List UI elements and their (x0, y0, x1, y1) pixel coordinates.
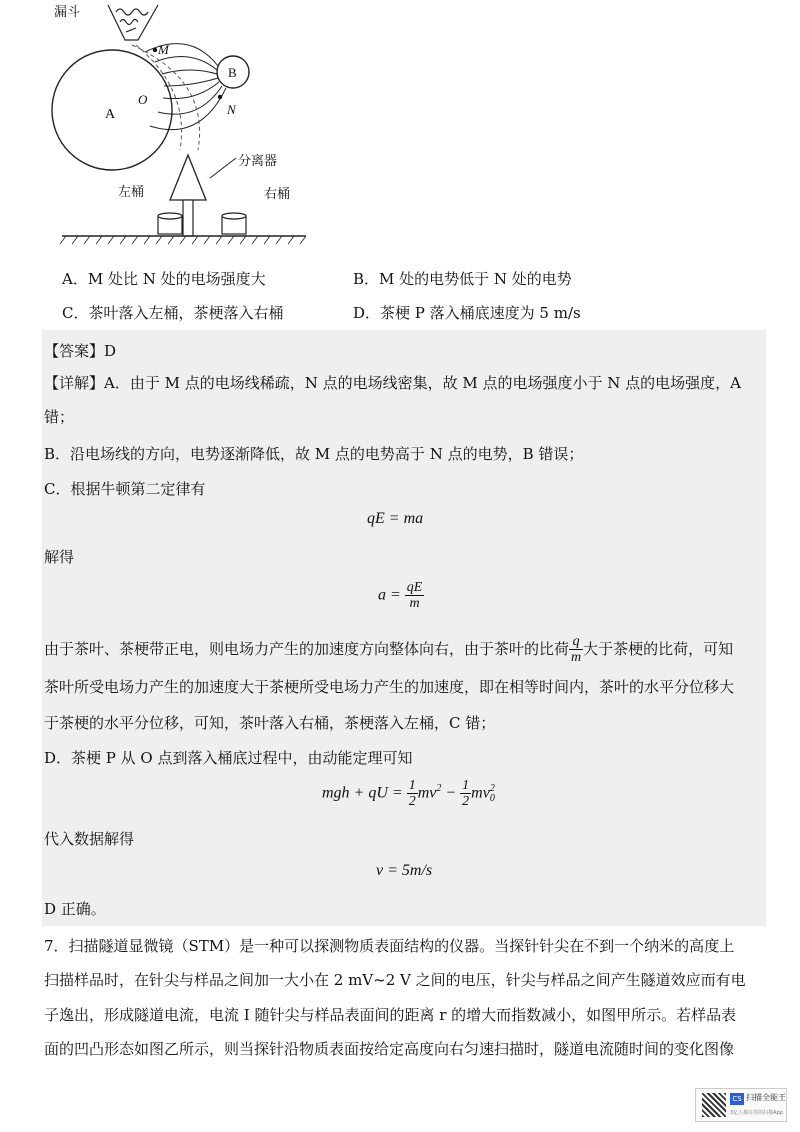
term-mv: mv (417, 784, 437, 802)
charge-mass-ratio (569, 634, 583, 666)
label-n: N (227, 102, 236, 117)
term-mv0: mv (471, 784, 490, 802)
question-7-line: 面的凹凸形态如图乙所示，则当探针沿物质表面按给定高度向右匀速扫描时，隧道电流随时间的变化图像 (44, 1040, 735, 1058)
fraction (405, 580, 425, 612)
question-7-line: 扫描样品时，在针尖与样品之间加一大小在 2 mV~2 V 之间的电压，针尖与样品之间产生隧道效应而有电 (44, 971, 746, 989)
sup-sub (490, 784, 495, 804)
explanation-line (44, 634, 733, 666)
qr-code-icon (702, 1093, 726, 1117)
explanation-line: 代入数据解得 (44, 830, 135, 848)
question-7-line: 子逸出，形成隧道电流，电流 I 随针尖与样品表面间的距离 r 的增大而指数减小，如图甲所示。若样品表 (44, 1006, 737, 1024)
equation-lhs: a = (378, 586, 401, 604)
fraction-half (407, 778, 418, 810)
ground-hatch (60, 236, 306, 244)
explanation-line: D．茶梗 P 从 O 点到落入桶底过程中，由动能定理可知 (44, 749, 413, 767)
exponent: 2 (436, 783, 442, 795)
fraction-numerator: 1 (462, 778, 470, 793)
explanation-line: 解得 (44, 548, 75, 566)
text-segment: 由于茶叶、茶梗带正电，则电场力产生的加速度方向整体向右，由于茶叶的比荷 (44, 639, 570, 658)
point-m (153, 48, 157, 52)
explanation-line: 于茶梗的水平分位移，可知，茶叶落入右桶，茶梗落入左桶，C 错； (44, 714, 496, 732)
equation-energy (322, 778, 495, 810)
point-n (218, 95, 222, 99)
fraction-denominator: m (409, 596, 420, 612)
camscanner-logo: CS (730, 1093, 744, 1105)
exponent: 2 (489, 782, 495, 794)
watermark-title: 扫描全能王 (746, 1093, 786, 1102)
minus-sign: − (441, 784, 461, 802)
funnel-icon (108, 5, 158, 40)
watermark-subtitle: 3亿人都在用的扫描App (730, 1110, 783, 1116)
explanation-line: B．沿电场线的方向，电势逐渐降低，故 M 点的电势高于 N 点的电势，B 错误； (44, 445, 584, 463)
option-d: D．茶梗 P 落入桶底速度为 5 m/s (353, 304, 581, 322)
label-m: M (158, 42, 169, 57)
explanation-line: 茶叶所受电场力产生的加速度大于茶梗所受电场力产生的加速度，即在相等时间内，茶叶的水平分位移大 (44, 678, 735, 696)
label-funnel: 漏斗 (54, 5, 81, 20)
explanation-line: 错； (44, 408, 75, 426)
fraction-denominator: 2 (462, 794, 470, 810)
scanner-watermark (695, 1088, 787, 1122)
label-left-bucket: 左桶 (118, 185, 145, 200)
label-b: B (228, 65, 237, 80)
explanation-line: D 正确。 (44, 900, 106, 918)
fraction-denominator: 2 (408, 794, 416, 810)
fraction-half (460, 778, 471, 810)
explanation-line: 【详解】A．由于 M 点的电场线稀疏，N 点的电场线密集，故 M 点的电场强度小于 N 点的电场强度，A (44, 374, 742, 392)
option-b: B．M 处的电势低于 N 处的电势 (353, 270, 572, 288)
option-c: C．茶叶落入左桶，茶梗落入右桶 (62, 304, 284, 322)
label-o: O (138, 92, 148, 107)
electric-field-diagram (50, 0, 310, 245)
answer-label: 【答案】D (44, 342, 117, 360)
fraction-denominator: m (571, 650, 582, 666)
text-segment: 大于茶梗的比荷，可知 (583, 639, 734, 658)
equation-result: v = 5m/s (376, 862, 433, 879)
equation-a-qe-over-m (378, 580, 424, 612)
label-a: A (105, 107, 116, 122)
explanation-line: C．根据牛顿第二定律有 (44, 480, 206, 498)
label-right-bucket: 右桶 (264, 187, 291, 202)
option-a: A．M 处比 N 处的电场强度大 (62, 270, 266, 288)
fraction-numerator: q (569, 634, 583, 650)
question-7-line: 7．扫描隧道显微镜（STM）是一种可以探测物质表面结构的仪器。当探针针尖在不到一个纳米的高度上 (44, 937, 735, 955)
answer-section (42, 330, 766, 926)
separator (170, 155, 206, 200)
equation-lhs: mgh + qU = (322, 784, 403, 802)
equation-qe-ma: qE = ma (367, 510, 424, 527)
fraction-numerator: 1 (408, 778, 416, 793)
label-separator: 分离器 (238, 154, 278, 169)
fraction-numerator: qE (406, 580, 423, 595)
subscript: 0 (489, 792, 495, 804)
